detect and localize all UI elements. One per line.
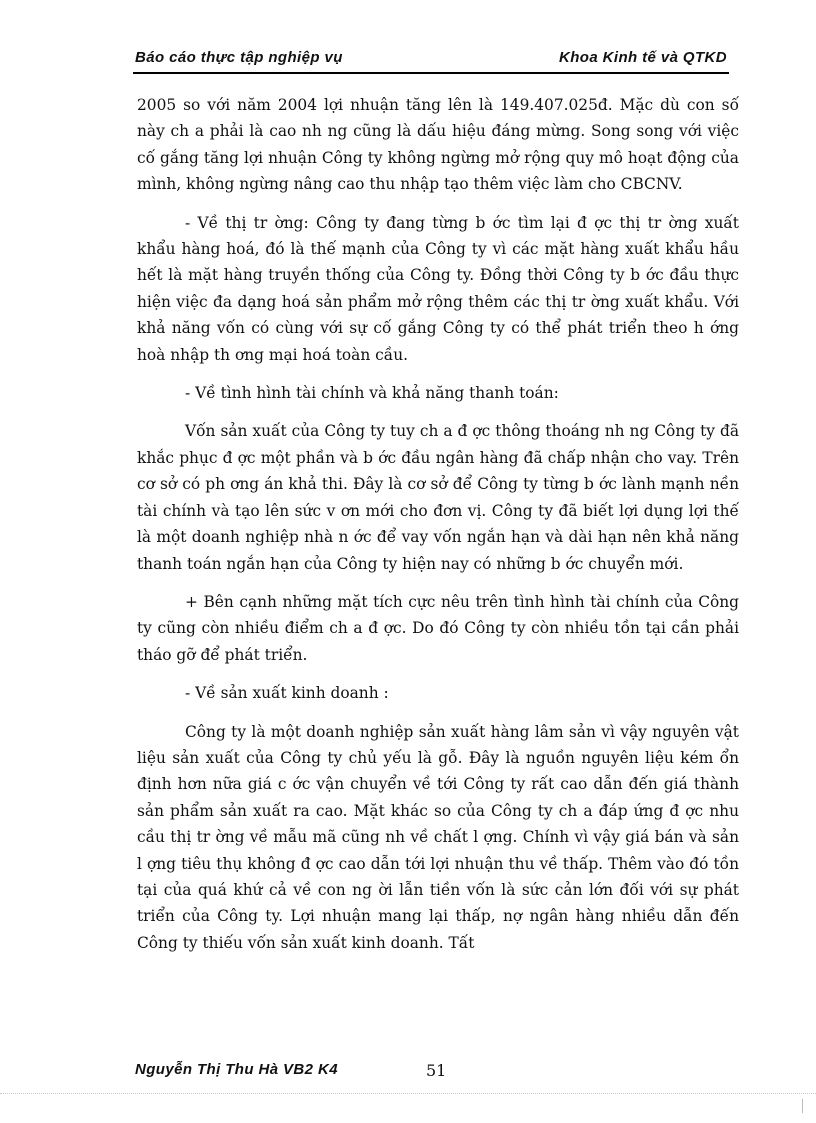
paragraph-profit: 2005 so với năm 2004 lợi nhuận tăng lên là 149.407.025đ. Mặc dù con số này ch a phải là cao nh ng cũng là dấu hiệu đáng mừng. Song song với việc cố gắng tăng lợi nhuận Công ty không ngừng mở rộng quy mô hoạt động của mình, không ngừng nâng cao thu nhập tạo thêm việc làm cho CBCNV.: [137, 96, 739, 194]
header-faculty: Khoa Kinh tế và QTKD: [558, 49, 727, 66]
heading-finance: - Về tình hình tài chính và khả năng thanh toán:: [185, 384, 559, 403]
header-report-title: Báo cáo thực tập nghiệp vụ: [135, 49, 343, 66]
page-bottom-divider: [0, 1093, 816, 1094]
page-footer: [133, 1061, 593, 1083]
paragraph-finance-remarks: + Bên cạnh những mặt tích cực nêu trên tình hình tài chính của Công ty cũng còn nhiều điểm ch a đ ợc. Do đó Công ty còn nhiều tồn tại cần phải tháo gỡ để phát triển.: [137, 592, 739, 664]
paragraph-market: - Về thị tr ờng: Công ty đang từng b ớc tìm lại đ ợc thị tr ờng xuất khẩu hàng hoá, đó là thế mạnh của Công ty vì các mặt hàng xuất khẩu hầu hết là mặt hàng truyền thống của Công ty. Đồng thời Công ty b ớc đầu thực hiện việc đa dạng hoá sản phẩm mở rộng thêm các thị tr ờng xuất khẩu. Với khả năng vốn có cùng với sự cố gắng Công ty có thể phát triển theo h ớng hoà nhập th ơng mại hoá toàn cầu.: [137, 213, 739, 364]
footer-author: Nguyễn Thị Thu Hà VB2 K4: [135, 1061, 338, 1078]
paragraph-production: Công ty là một doanh nghiệp sản xuất hàng lâm sản vì vậy nguyên vật liệu sản xuất của Công ty chủ yếu là gỗ. Đây là nguồn nguyên liệu kém ổn định hơn nữa giá c ớc vận chuyển về tới Công ty rất cao dẫn đến giá thành sản phẩm sản xuất ra cao. Mặt khác so của Công ty ch a đáp ứng đ ợc nhu cầu thị tr ờng về mẫu mã cũng nh về chất l ợng. Chính vì vậy giá bán và sản l ợng tiêu thụ không đ ợc cao dẫn tới lợi nhuận thu về thấp. Thêm vào đó tồn tại của quá khứ cả về con ng ời lẫn tiền vốn là sức cản lớn đối với sự phát triển của Công ty. Lợi nhuận mang lại thấp, nợ ngân hàng nhiều dẫn đến Công ty thiếu vốn sản xuất kinh doanh. Tất: [137, 722, 739, 952]
heading-production: - Về sản xuất kinh doanh :: [185, 684, 389, 703]
paragraph-capital: Vốn sản xuất của Công ty tuy ch a đ ợc thông thoáng nh ng Công ty đã khắc phục đ ợc một phần và b ớc đầu ngân hàng đã chấp nhận cho vay. Trên cơ sở có ph ơng án khả thi. Đây là cơ sở để Công ty từng b ớc lành mạnh nền tài chính và tạo lên sức v ơn mới cho đơn vị. Công ty đã biết lợi dụng lợi thế là một doanh nghiệp nhà n ớc để vay vốn ngắn hạn và dài hạn nên khả năng thanh toán ngắn hạn của Công ty hiện nay có những b ớc chuyển mới.: [137, 422, 739, 573]
page-header: [133, 46, 729, 74]
page-corner-mark: [802, 1099, 803, 1113]
document-body: [137, 92, 739, 968]
page-number: 51: [426, 1061, 447, 1080]
